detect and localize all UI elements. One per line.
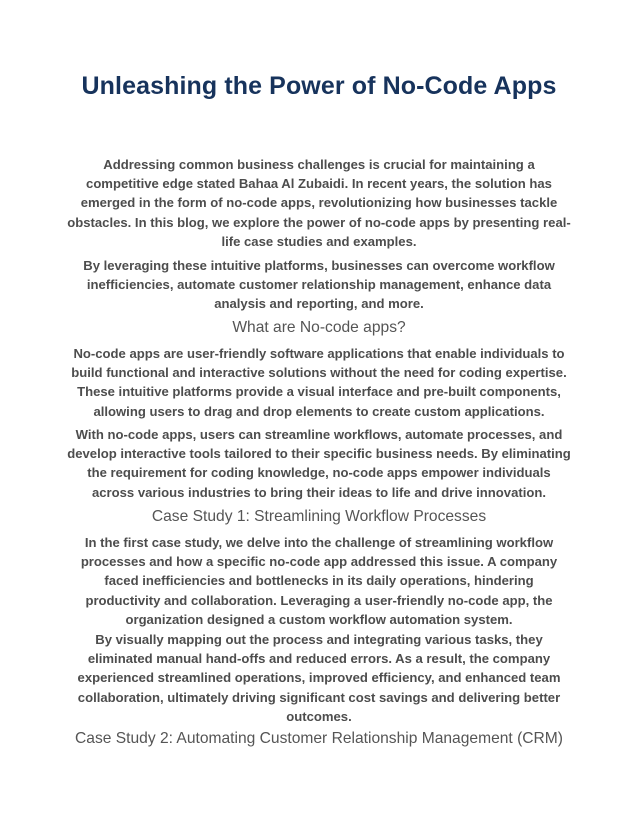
section-heading-what-are-no-code-apps: What are No-code apps? (232, 319, 406, 336)
intro-paragraph-1: Addressing common business challenges is crucial for maintaining a competitive edge stated Bahaa Al Zubaidi. In recent years, the solution has emerged in the form of no-code apps, revolutionizing how businesses tackle obstacles. In this blog, we explore the power of no-code apps by presenting real-life case studies and examples. (67, 157, 571, 249)
page-title: Unleashing the Power of No-Code Apps (81, 72, 557, 100)
intro-paragraph-2: By leveraging these intuitive platforms, businesses can overcome workflow inefficiencies, automate customer relationship management, enhance data analysis and reporting, and more. (83, 258, 555, 312)
section-2-paragraph-1: In the first case study, we delve into the challenge of streamlining workflow processes and how a specific no-code app addressed this issue. A company faced inefficiencies and bottlenecks in its daily operations, hindering productivity and collaboration. Leveraging a user-friendly no-code app, the organization designed a custom workflow automation system. (80, 535, 558, 627)
section-1-paragraph-1: No-code apps are user-friendly software applications that enable individuals to build functional and interactive solutions without the need for coding expertise. These intuitive platforms provide a visual interface and pre-built components, allowing users to drag and drop elements to create custom applications. (71, 346, 567, 419)
section-heading-case-study-1: Case Study 1: Streamlining Workflow Processes (151, 508, 487, 525)
section-heading-case-study-2: Case Study 2: Automating Customer Relationship Management (CRM) (75, 730, 563, 747)
section-2-paragraph-2: By visually mapping out the process and integrating various tasks, they eliminated manual hand-offs and reduced errors. As a result, the company experienced streamlined operations, improved efficiency, and enhanced team collaboration, ultimately driving significant cost savings and delivering better outcomes. (77, 632, 561, 724)
section-1-paragraph-2: With no-code apps, users can streamline workflows, automate processes, and develop interactive tools tailored to their specific business needs. By eliminating the requirement for coding knowledge, no-code apps empower individuals across various industries to bring their ideas to life and drive innovation. (67, 427, 571, 500)
